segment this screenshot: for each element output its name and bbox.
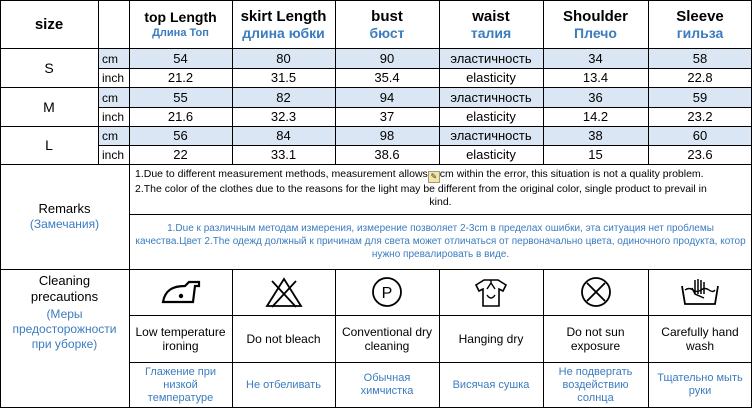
value-skirt: 32.3 <box>270 109 297 124</box>
value-waist: elasticity <box>466 70 516 85</box>
header-top-length <box>129 0 232 49</box>
grid-line <box>543 269 544 408</box>
unit-cm: cm <box>102 90 118 105</box>
care-icon-cell <box>648 269 752 315</box>
header-bust-ru: бюст <box>369 24 405 41</box>
remarks-line-1 <box>135 168 746 183</box>
grid-line <box>0 164 752 165</box>
grid-line <box>129 362 752 363</box>
grid-line <box>98 145 752 146</box>
remarks-en <box>129 164 752 214</box>
grid-line <box>98 68 752 69</box>
value-sleeve: 60 <box>692 128 708 143</box>
header-waist-en: waist <box>472 7 510 25</box>
care-label-en: Do not bleach <box>246 331 321 346</box>
value-top: 22 <box>173 147 188 162</box>
header-shoulder-ru: Плечо <box>574 24 617 41</box>
hand-wash-icon <box>679 276 721 308</box>
care-label-ru: Тщательно мыть руки <box>657 372 743 397</box>
value-sleeve: 59 <box>692 90 708 105</box>
header-bust <box>335 0 439 49</box>
hang-dry-icon <box>472 275 510 309</box>
value-top: 56 <box>173 128 188 143</box>
value-top: 54 <box>173 51 188 66</box>
header-skirt-length-en: skirt Length <box>240 7 327 25</box>
value-waist: elasticity <box>466 147 516 162</box>
value-shoulder: 13.4 <box>582 70 609 85</box>
value-shoulder: 14.2 <box>582 109 609 124</box>
grid-line <box>0 0 752 1</box>
value-bust: 94 <box>379 90 395 105</box>
unit-inch: inch <box>102 109 125 124</box>
unit-inch: inch <box>102 70 125 85</box>
dry-clean-p-icon <box>370 275 404 309</box>
svg-text:P: P <box>381 285 393 302</box>
grid-line <box>335 0 336 164</box>
grid-line <box>232 269 233 408</box>
cleaning-title-ru: (Меры предосторожности при уборке) <box>12 307 117 351</box>
value-shoulder: 38 <box>588 128 603 143</box>
grid-line <box>439 0 440 164</box>
no-bleach-icon <box>264 275 304 309</box>
care-label-ru: Не подвергать воздействию солнца <box>558 365 633 404</box>
value-top: 21.6 <box>167 109 194 124</box>
remarks-title-en: Remarks <box>38 201 91 216</box>
value-top: 21.2 <box>167 70 194 85</box>
grid-line <box>543 0 544 164</box>
value-sleeve: 23.2 <box>687 109 713 124</box>
size-label-l: L <box>45 137 53 153</box>
care-label-ru: Обычная химчистка <box>360 372 414 397</box>
value-shoulder: 34 <box>588 51 603 66</box>
header-sleeve-ru: гильза <box>676 24 724 41</box>
care-icon-cell <box>543 269 648 315</box>
grid-line <box>439 269 440 408</box>
grid-line <box>232 0 233 164</box>
grid-line <box>0 48 752 49</box>
remarks-line-1-b: cm within the error, this situation is not a quality problem. <box>439 168 704 180</box>
header-shoulder <box>543 0 648 49</box>
value-skirt: 33.1 <box>270 147 297 162</box>
value-shoulder: 36 <box>588 90 603 105</box>
header-shoulder-en: Shoulder <box>562 7 628 25</box>
value-sleeve: 22.8 <box>687 70 713 85</box>
value-bust: 35.4 <box>374 70 400 85</box>
value-waist: эластичность <box>450 128 532 143</box>
unit-cm: cm <box>102 51 118 66</box>
header-skirt-length-ru: длина юбки <box>242 24 325 41</box>
grid-line <box>0 126 752 127</box>
remarks-line-3: kind. <box>429 196 452 208</box>
care-label-en: Conventional dry cleaning <box>341 324 433 353</box>
value-sleeve: 23.6 <box>687 147 713 162</box>
unit-cm: cm <box>102 128 118 143</box>
clipboard-icon: ✎ <box>428 171 440 183</box>
value-top: 55 <box>173 90 188 105</box>
grid-line <box>129 0 130 408</box>
value-waist: эластичность <box>450 90 532 105</box>
unit-inch: inch <box>102 147 125 162</box>
header-skirt-length <box>232 0 335 49</box>
grid-line <box>0 87 752 88</box>
grid-line <box>648 0 649 164</box>
care-icon-cell <box>335 269 439 315</box>
care-label-en: Low temperature ironing <box>135 324 226 353</box>
header-top-length-ru: Длина Топ <box>152 26 209 39</box>
grid-line <box>0 269 752 270</box>
header-sleeve-en: Sleeve <box>676 7 724 25</box>
header-waist-ru: талия <box>470 24 512 41</box>
care-label-ru: Висячая сушка <box>452 378 530 391</box>
value-skirt: 84 <box>276 128 291 143</box>
value-skirt: 31.5 <box>270 70 297 85</box>
grid-line <box>648 269 649 408</box>
value-bust: 90 <box>379 51 395 66</box>
size-label-m: M <box>43 98 55 115</box>
remarks-title-ru: (Замечания) <box>29 217 100 231</box>
value-shoulder: 15 <box>588 147 603 162</box>
cleaning-title-en: Cleaning precautions <box>30 273 99 304</box>
header-top-length-en: top Length <box>144 8 217 25</box>
cleaning-title <box>0 269 129 408</box>
care-icon-cell <box>232 269 335 315</box>
care-icon-cell <box>439 269 543 315</box>
value-bust: 37 <box>379 109 395 124</box>
remarks-title <box>0 164 129 269</box>
care-label-ru: Не отбеливать <box>246 378 321 391</box>
no-sun-exposure-icon <box>579 275 613 309</box>
grid-line <box>129 315 752 316</box>
value-bust: 98 <box>379 128 395 143</box>
care-icon-cell <box>129 269 232 315</box>
care-label-en: Hanging dry <box>458 331 524 346</box>
header-bust-en: bust <box>371 7 403 25</box>
header-sleeve <box>648 0 752 49</box>
care-label-ru: Глажение при низкой температуре <box>145 365 216 404</box>
value-sleeve: 58 <box>692 51 708 66</box>
header-waist <box>439 0 543 49</box>
header-size: size <box>34 16 64 33</box>
remarks-ru: 1.Due к различным методам измерения, измерение позволяет 2-3cm в пределах ошибки, эта ситуация нет проблемы качества.Цвет 2.The одежд должный к причинам для света может отличаться от первоначально цвета, одиночного продукта, котор нужно превалировать в виде. <box>135 223 746 260</box>
care-label-en: Do not sun exposure <box>566 324 625 353</box>
value-skirt: 80 <box>276 51 291 66</box>
care-label-en: Carefully hand wash <box>661 324 739 353</box>
value-waist: эластичность <box>450 51 532 66</box>
iron-low-icon <box>159 276 203 308</box>
remarks-line-1-a: 1.Due to different measurement methods, measurement allows <box>135 168 428 180</box>
grid-line <box>98 107 752 108</box>
grid-line <box>335 269 336 408</box>
grid-line <box>0 0 1 408</box>
grid-line <box>98 0 99 164</box>
grid-line <box>129 214 752 215</box>
remarks-line-2: 2.The color of the clothes due to the reasons for the light may be different from the original color, single product to prevail in <box>135 183 707 195</box>
size-label-s: S <box>44 60 54 76</box>
value-skirt: 82 <box>276 90 291 105</box>
value-bust: 38.6 <box>374 147 400 162</box>
value-waist: elasticity <box>466 109 516 124</box>
